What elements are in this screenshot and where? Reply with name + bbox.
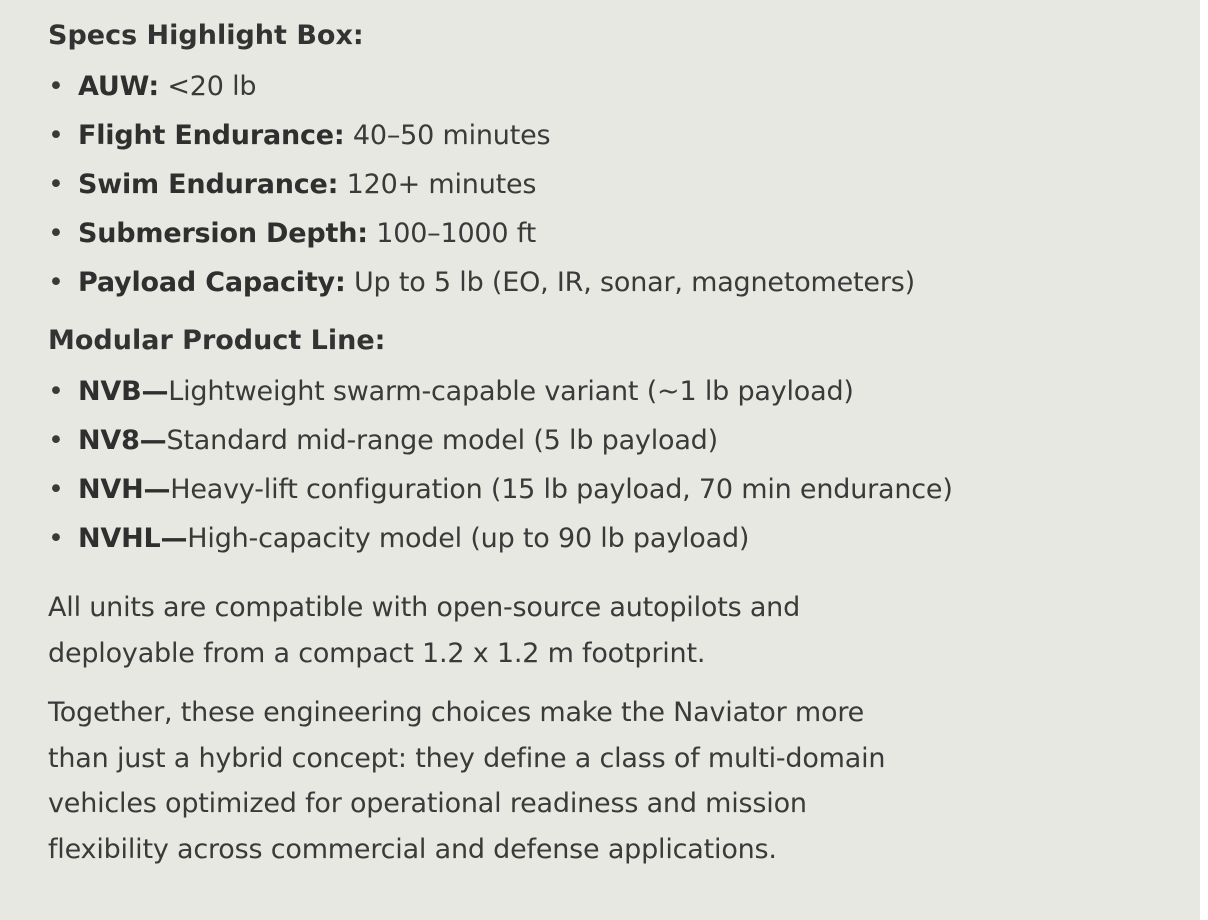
list-item (48, 367, 1200, 416)
specs-list (48, 62, 1200, 307)
item-text: Lightweight swarm-capable variant (~1 lb payload) (168, 376, 854, 407)
item-separator (368, 218, 376, 249)
paragraph-line: deployable from a compact 1.2 x 1.2 m footprint. (48, 637, 706, 669)
specs-heading: Specs Highlight Box: (48, 20, 364, 51)
item-separator (346, 267, 354, 298)
item-text: 120+ minutes (346, 169, 537, 200)
item-term: Flight Endurance: (78, 120, 345, 151)
item-term: NV8— (78, 425, 167, 456)
product-line-list (48, 367, 1200, 563)
item-separator (345, 120, 353, 151)
item-term: AUW: (78, 71, 159, 102)
compatibility-paragraph (48, 585, 1200, 676)
product-line-heading: Modular Product Line: (48, 325, 386, 356)
item-text: Standard mid-range model (5 lb payload) (166, 425, 718, 456)
item-term: Payload Capacity: (78, 267, 346, 298)
list-item (48, 258, 1200, 307)
item-text: Up to 5 lb (EO, IR, sonar, magnetometers) (353, 267, 915, 298)
paragraph-line: All units are compatible with open-source autopilots and (48, 592, 801, 623)
item-text: Heavy-lift configuration (15 lb payload, 70 min endurance) (170, 474, 953, 505)
item-text: High-capacity model (up to 90 lb payload) (187, 523, 750, 554)
item-term: Submersion Depth: (78, 218, 368, 249)
paragraph-line: vehicles optimized for operational readiness and mission (48, 788, 807, 819)
item-text: <20 lb (167, 71, 257, 102)
item-term: Swim Endurance: (78, 169, 339, 200)
paragraph-line: Together, these engineering choices make the Naviator more (48, 697, 865, 728)
item-separator (338, 169, 346, 200)
item-term: NVB— (78, 376, 169, 407)
paragraph-line: flexibility across commercial and defense applications. (48, 833, 777, 865)
list-item (48, 465, 1200, 514)
list-item (48, 160, 1200, 209)
item-term: NVH— (78, 474, 171, 505)
item-text: 100–1000 ft (376, 218, 536, 249)
item-term: NVHL— (78, 523, 188, 554)
list-item (48, 514, 1200, 563)
list-item (48, 111, 1200, 160)
list-item (48, 209, 1200, 258)
list-item (48, 62, 1200, 111)
summary-paragraph (48, 690, 1200, 872)
list-item (48, 416, 1200, 465)
item-text: 40–50 minutes (352, 120, 551, 151)
paragraph-line: than just a hybrid concept: they define a class of multi-domain (48, 742, 886, 774)
